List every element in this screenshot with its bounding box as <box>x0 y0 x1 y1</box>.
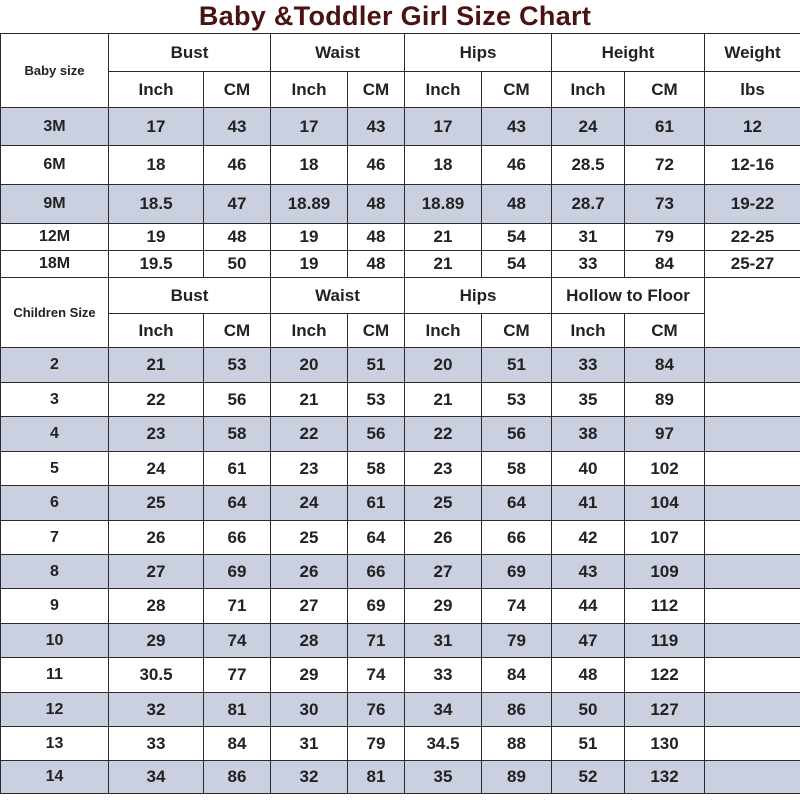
table-row <box>1 624 800 658</box>
children-value-cell: 29 <box>271 658 348 693</box>
children-unit-header: Inch <box>405 314 482 348</box>
baby-group-header: Waist <box>271 34 405 72</box>
children-value-cell: 56 <box>482 417 552 452</box>
baby-group-header: Bust <box>109 34 271 72</box>
baby-unit-header: CM <box>348 72 405 108</box>
baby-value-cell: 18 <box>109 146 204 185</box>
baby-unit-header: Inch <box>271 72 348 108</box>
baby-value-cell: 18.89 <box>271 185 348 224</box>
baby-value-cell: 79 <box>625 224 705 251</box>
children-value-cell: 26 <box>109 521 204 555</box>
children-unit-header-row <box>1 314 800 348</box>
children-value-cell: 71 <box>204 589 271 624</box>
children-value-cell: 86 <box>204 761 271 794</box>
baby-value-cell: 43 <box>482 108 552 146</box>
size-chart-table <box>0 33 800 794</box>
children-value-cell: 33 <box>552 348 625 383</box>
children-value-cell: 81 <box>348 761 405 794</box>
children-value-cell: 53 <box>348 383 405 417</box>
baby-value-cell: 19 <box>271 224 348 251</box>
children-value-cell: 41 <box>552 486 625 521</box>
children-value-cell: 84 <box>625 348 705 383</box>
children-value-cell: 127 <box>625 693 705 727</box>
table-row <box>1 383 800 417</box>
children-value-cell: 35 <box>552 383 625 417</box>
children-value-cell: 76 <box>348 693 405 727</box>
children-size-cell: 10 <box>1 624 109 658</box>
children-value-cell: 112 <box>625 589 705 624</box>
table-row <box>1 417 800 452</box>
baby-value-cell: 47 <box>204 185 271 224</box>
baby-unit-header: Inch <box>109 72 204 108</box>
children-value-cell: 23 <box>271 452 348 486</box>
empty-cell <box>705 658 800 693</box>
children-value-cell: 119 <box>625 624 705 658</box>
children-value-cell: 22 <box>109 383 204 417</box>
children-value-cell: 66 <box>204 521 271 555</box>
baby-value-cell: 28.7 <box>552 185 625 224</box>
empty-cell <box>705 383 800 417</box>
children-value-cell: 25 <box>109 486 204 521</box>
baby-value-cell: 17 <box>109 108 204 146</box>
baby-group-header: Height <box>552 34 705 72</box>
children-value-cell: 132 <box>625 761 705 794</box>
children-value-cell: 81 <box>204 693 271 727</box>
children-value-cell: 53 <box>482 383 552 417</box>
children-group-header: Waist <box>271 278 405 314</box>
baby-value-cell: 31 <box>552 224 625 251</box>
children-value-cell: 44 <box>552 589 625 624</box>
children-value-cell: 34 <box>405 693 482 727</box>
children-size-cell: 7 <box>1 521 109 555</box>
baby-value-cell: 18 <box>405 146 482 185</box>
children-group-header-row <box>1 278 800 314</box>
baby-size-cell: 12M <box>1 224 109 251</box>
children-unit-header: CM <box>204 314 271 348</box>
children-value-cell: 32 <box>271 761 348 794</box>
empty-cell <box>705 555 800 589</box>
children-value-cell: 84 <box>482 658 552 693</box>
children-value-cell: 51 <box>348 348 405 383</box>
children-value-cell: 69 <box>348 589 405 624</box>
table-row <box>1 555 800 589</box>
baby-unit-header: CM <box>625 72 705 108</box>
children-value-cell: 30.5 <box>109 658 204 693</box>
children-unit-header: Inch <box>552 314 625 348</box>
children-size-cell: 9 <box>1 589 109 624</box>
baby-value-cell: 22-25 <box>705 224 800 251</box>
children-value-cell: 33 <box>109 727 204 761</box>
children-value-cell: 88 <box>482 727 552 761</box>
baby-unit-header: Inch <box>405 72 482 108</box>
children-value-cell: 48 <box>552 658 625 693</box>
children-size-cell: 13 <box>1 727 109 761</box>
baby-value-cell: 43 <box>204 108 271 146</box>
empty-cell <box>705 486 800 521</box>
children-value-cell: 21 <box>109 348 204 383</box>
baby-value-cell: 18.89 <box>405 185 482 224</box>
children-value-cell: 74 <box>482 589 552 624</box>
baby-group-header-row <box>1 34 800 72</box>
children-unit-header: CM <box>625 314 705 348</box>
children-value-cell: 84 <box>204 727 271 761</box>
children-group-header: Hips <box>405 278 552 314</box>
children-value-cell: 22 <box>405 417 482 452</box>
empty-cell <box>705 727 800 761</box>
children-value-cell: 23 <box>109 417 204 452</box>
baby-value-cell: 19 <box>271 251 348 278</box>
children-value-cell: 20 <box>405 348 482 383</box>
children-value-cell: 71 <box>348 624 405 658</box>
children-size-cell: 2 <box>1 348 109 383</box>
baby-group-header: Weight <box>705 34 800 72</box>
table-row <box>1 108 800 146</box>
baby-size-cell: 9M <box>1 185 109 224</box>
table-row <box>1 146 800 185</box>
children-value-cell: 89 <box>625 383 705 417</box>
children-value-cell: 34 <box>109 761 204 794</box>
empty-cell <box>705 624 800 658</box>
children-value-cell: 30 <box>271 693 348 727</box>
baby-value-cell: 48 <box>348 185 405 224</box>
children-size-label: Children Size <box>1 278 109 348</box>
baby-size-label: Baby size <box>1 34 109 108</box>
children-value-cell: 26 <box>405 521 482 555</box>
empty-cell <box>705 452 800 486</box>
children-value-cell: 24 <box>271 486 348 521</box>
baby-value-cell: 24 <box>552 108 625 146</box>
children-value-cell: 130 <box>625 727 705 761</box>
children-value-cell: 20 <box>271 348 348 383</box>
children-value-cell: 28 <box>109 589 204 624</box>
children-value-cell: 56 <box>348 417 405 452</box>
empty-cell <box>705 278 800 348</box>
children-value-cell: 31 <box>405 624 482 658</box>
children-value-cell: 64 <box>204 486 271 521</box>
children-group-header: Hollow to Floor <box>552 278 705 314</box>
baby-value-cell: 19.5 <box>109 251 204 278</box>
baby-size-cell: 18M <box>1 251 109 278</box>
baby-value-cell: 61 <box>625 108 705 146</box>
children-value-cell: 61 <box>204 452 271 486</box>
children-value-cell: 50 <box>552 693 625 727</box>
empty-cell <box>705 417 800 452</box>
baby-value-cell: 48 <box>348 251 405 278</box>
children-value-cell: 58 <box>482 452 552 486</box>
table-row <box>1 693 800 727</box>
children-size-cell: 11 <box>1 658 109 693</box>
children-value-cell: 109 <box>625 555 705 589</box>
children-value-cell: 22 <box>271 417 348 452</box>
empty-cell <box>705 589 800 624</box>
empty-cell <box>705 348 800 383</box>
children-value-cell: 38 <box>552 417 625 452</box>
children-unit-header: Inch <box>271 314 348 348</box>
children-value-cell: 51 <box>482 348 552 383</box>
children-value-cell: 47 <box>552 624 625 658</box>
children-value-cell: 34.5 <box>405 727 482 761</box>
empty-cell <box>705 761 800 794</box>
children-value-cell: 102 <box>625 452 705 486</box>
children-size-cell: 12 <box>1 693 109 727</box>
children-value-cell: 29 <box>405 589 482 624</box>
children-value-cell: 56 <box>204 383 271 417</box>
baby-unit-header: CM <box>204 72 271 108</box>
children-value-cell: 21 <box>271 383 348 417</box>
children-size-cell: 8 <box>1 555 109 589</box>
children-value-cell: 31 <box>271 727 348 761</box>
children-value-cell: 28 <box>271 624 348 658</box>
baby-value-cell: 48 <box>482 185 552 224</box>
table-row <box>1 761 800 794</box>
baby-value-cell: 54 <box>482 251 552 278</box>
children-unit-header: Inch <box>109 314 204 348</box>
children-value-cell: 43 <box>552 555 625 589</box>
baby-value-cell: 43 <box>348 108 405 146</box>
baby-value-cell: 84 <box>625 251 705 278</box>
baby-value-cell: 73 <box>625 185 705 224</box>
baby-value-cell: 21 <box>405 251 482 278</box>
baby-size-cell: 3M <box>1 108 109 146</box>
baby-value-cell: 46 <box>482 146 552 185</box>
baby-value-cell: 18 <box>271 146 348 185</box>
children-value-cell: 79 <box>348 727 405 761</box>
children-value-cell: 27 <box>405 555 482 589</box>
baby-value-cell: 28.5 <box>552 146 625 185</box>
children-value-cell: 26 <box>271 555 348 589</box>
baby-unit-header: Inch <box>552 72 625 108</box>
children-size-cell: 6 <box>1 486 109 521</box>
empty-cell <box>705 693 800 727</box>
baby-group-header: Hips <box>405 34 552 72</box>
baby-unit-header-row <box>1 72 800 108</box>
baby-value-cell: 17 <box>271 108 348 146</box>
children-value-cell: 107 <box>625 521 705 555</box>
children-value-cell: 35 <box>405 761 482 794</box>
children-value-cell: 25 <box>405 486 482 521</box>
children-value-cell: 89 <box>482 761 552 794</box>
table-row <box>1 452 800 486</box>
baby-value-cell: 12-16 <box>705 146 800 185</box>
baby-value-cell: 19-22 <box>705 185 800 224</box>
children-value-cell: 27 <box>271 589 348 624</box>
children-value-cell: 97 <box>625 417 705 452</box>
children-value-cell: 58 <box>204 417 271 452</box>
children-value-cell: 53 <box>204 348 271 383</box>
children-value-cell: 77 <box>204 658 271 693</box>
children-value-cell: 74 <box>348 658 405 693</box>
children-value-cell: 122 <box>625 658 705 693</box>
table-row <box>1 658 800 693</box>
baby-value-cell: 46 <box>348 146 405 185</box>
children-value-cell: 27 <box>109 555 204 589</box>
children-value-cell: 104 <box>625 486 705 521</box>
baby-value-cell: 18.5 <box>109 185 204 224</box>
baby-value-cell: 17 <box>405 108 482 146</box>
baby-value-cell: 33 <box>552 251 625 278</box>
table-row <box>1 589 800 624</box>
children-size-cell: 3 <box>1 383 109 417</box>
children-value-cell: 86 <box>482 693 552 727</box>
children-value-cell: 24 <box>109 452 204 486</box>
children-size-cell: 5 <box>1 452 109 486</box>
children-value-cell: 21 <box>405 383 482 417</box>
table-row <box>1 251 800 278</box>
baby-value-cell: 21 <box>405 224 482 251</box>
children-value-cell: 66 <box>482 521 552 555</box>
children-unit-header: CM <box>348 314 405 348</box>
children-value-cell: 61 <box>348 486 405 521</box>
table-row <box>1 486 800 521</box>
table-row <box>1 348 800 383</box>
children-value-cell: 74 <box>204 624 271 658</box>
baby-value-cell: 48 <box>204 224 271 251</box>
baby-value-cell: 54 <box>482 224 552 251</box>
baby-value-cell: 19 <box>109 224 204 251</box>
children-value-cell: 64 <box>348 521 405 555</box>
children-value-cell: 66 <box>348 555 405 589</box>
children-unit-header: CM <box>482 314 552 348</box>
table-row <box>1 521 800 555</box>
table-row <box>1 185 800 224</box>
children-value-cell: 40 <box>552 452 625 486</box>
children-value-cell: 64 <box>482 486 552 521</box>
children-size-cell: 14 <box>1 761 109 794</box>
baby-value-cell: 50 <box>204 251 271 278</box>
table-row <box>1 727 800 761</box>
baby-value-cell: 46 <box>204 146 271 185</box>
chart-title: Baby &Toddler Girl Size Chart <box>198 1 592 31</box>
empty-cell <box>705 521 800 555</box>
baby-value-cell: 72 <box>625 146 705 185</box>
baby-unit-header: lbs <box>705 72 800 108</box>
baby-size-cell: 6M <box>1 146 109 185</box>
children-value-cell: 69 <box>204 555 271 589</box>
children-value-cell: 32 <box>109 693 204 727</box>
children-value-cell: 33 <box>405 658 482 693</box>
children-value-cell: 29 <box>109 624 204 658</box>
baby-value-cell: 48 <box>348 224 405 251</box>
children-value-cell: 25 <box>271 521 348 555</box>
children-value-cell: 52 <box>552 761 625 794</box>
children-value-cell: 42 <box>552 521 625 555</box>
baby-unit-header: CM <box>482 72 552 108</box>
children-value-cell: 69 <box>482 555 552 589</box>
children-value-cell: 58 <box>348 452 405 486</box>
baby-value-cell: 25-27 <box>705 251 800 278</box>
table-row <box>1 224 800 251</box>
children-group-header: Bust <box>109 278 271 314</box>
children-value-cell: 79 <box>482 624 552 658</box>
children-value-cell: 23 <box>405 452 482 486</box>
baby-value-cell: 12 <box>705 108 800 146</box>
children-size-cell: 4 <box>1 417 109 452</box>
children-value-cell: 51 <box>552 727 625 761</box>
